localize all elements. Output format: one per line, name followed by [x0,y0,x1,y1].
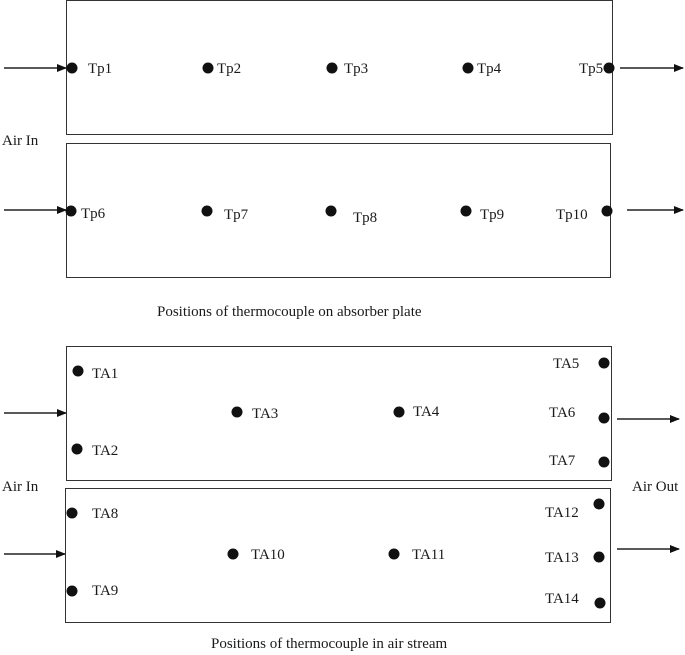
sensor-dot-tp9 [461,206,472,217]
sensor-label-ta1: TA1 [92,366,119,382]
sensor-dot-ta14 [595,598,606,609]
sensor-dot-tp5 [604,63,615,74]
sensor-label-ta4: TA4 [413,404,440,420]
sensor-dot-ta3 [232,407,243,418]
sensor-dot-ta6 [599,413,610,424]
sensor-dot-ta7 [599,457,610,468]
sensor-label-tp1: Tp1 [88,61,113,77]
sensor-dot-ta2 [72,444,83,455]
sensor-label-ta3: TA3 [252,406,279,422]
sensor-dot-tp6 [66,206,77,217]
sensor-dot-ta5 [599,358,610,369]
sensor-dot-tp1 [67,63,78,74]
air-caption: Positions of thermocouple in air stream [211,636,448,652]
sensor-label-ta9: TA9 [92,583,119,599]
air-in-label: Air In [2,133,39,149]
sensor-dot-tp3 [327,63,338,74]
sensor-label-ta11: TA11 [412,547,446,563]
plate-caption: Positions of thermocouple on absorber plate [157,304,422,320]
sensor-label-ta10: TA10 [251,547,285,563]
sensor-label-tp7: Tp7 [224,207,249,223]
air-in-label-2: Air In [2,479,39,495]
sensor-label-ta8: TA8 [92,506,119,522]
sensor-dot-ta13 [594,552,605,563]
sensor-label-tp10: Tp10 [556,207,588,223]
sensor-label-ta12: TA12 [545,505,579,521]
sensor-label-tp8: Tp8 [353,210,378,226]
air-out-label: Air Out [632,479,679,495]
plate-top-duct [66,0,613,135]
sensor-dot-ta12 [594,499,605,510]
sensor-dot-ta1 [73,366,84,377]
sensor-label-tp6: Tp6 [81,206,106,222]
sensor-label-tp4: Tp4 [477,61,502,77]
sensor-label-ta2: TA2 [92,443,119,459]
sensor-dot-tp7 [202,206,213,217]
air-bottom-duct [65,488,611,623]
sensor-dot-ta11 [389,549,400,560]
sensor-label-ta14: TA14 [545,591,579,607]
plate-bottom-duct [66,143,611,278]
sensor-dot-tp8 [326,206,337,217]
sensor-dot-tp4 [463,63,474,74]
sensor-label-ta5: TA5 [553,356,580,372]
sensor-dot-tp2 [203,63,214,74]
sensor-label-ta7: TA7 [549,453,576,469]
air-top-duct [66,346,612,481]
sensor-label-tp5: Tp5 [579,61,604,77]
sensor-label-tp3: Tp3 [344,61,369,77]
sensor-dot-tp10 [602,206,613,217]
sensor-label-ta6: TA6 [549,405,576,421]
sensor-label-tp2: Tp2 [217,61,242,77]
sensor-label-ta13: TA13 [545,550,579,566]
sensor-dot-ta8 [67,508,78,519]
sensor-dot-ta10 [228,549,239,560]
sensor-dot-ta9 [67,586,78,597]
sensor-label-tp9: Tp9 [480,207,505,223]
sensor-dot-ta4 [394,407,405,418]
